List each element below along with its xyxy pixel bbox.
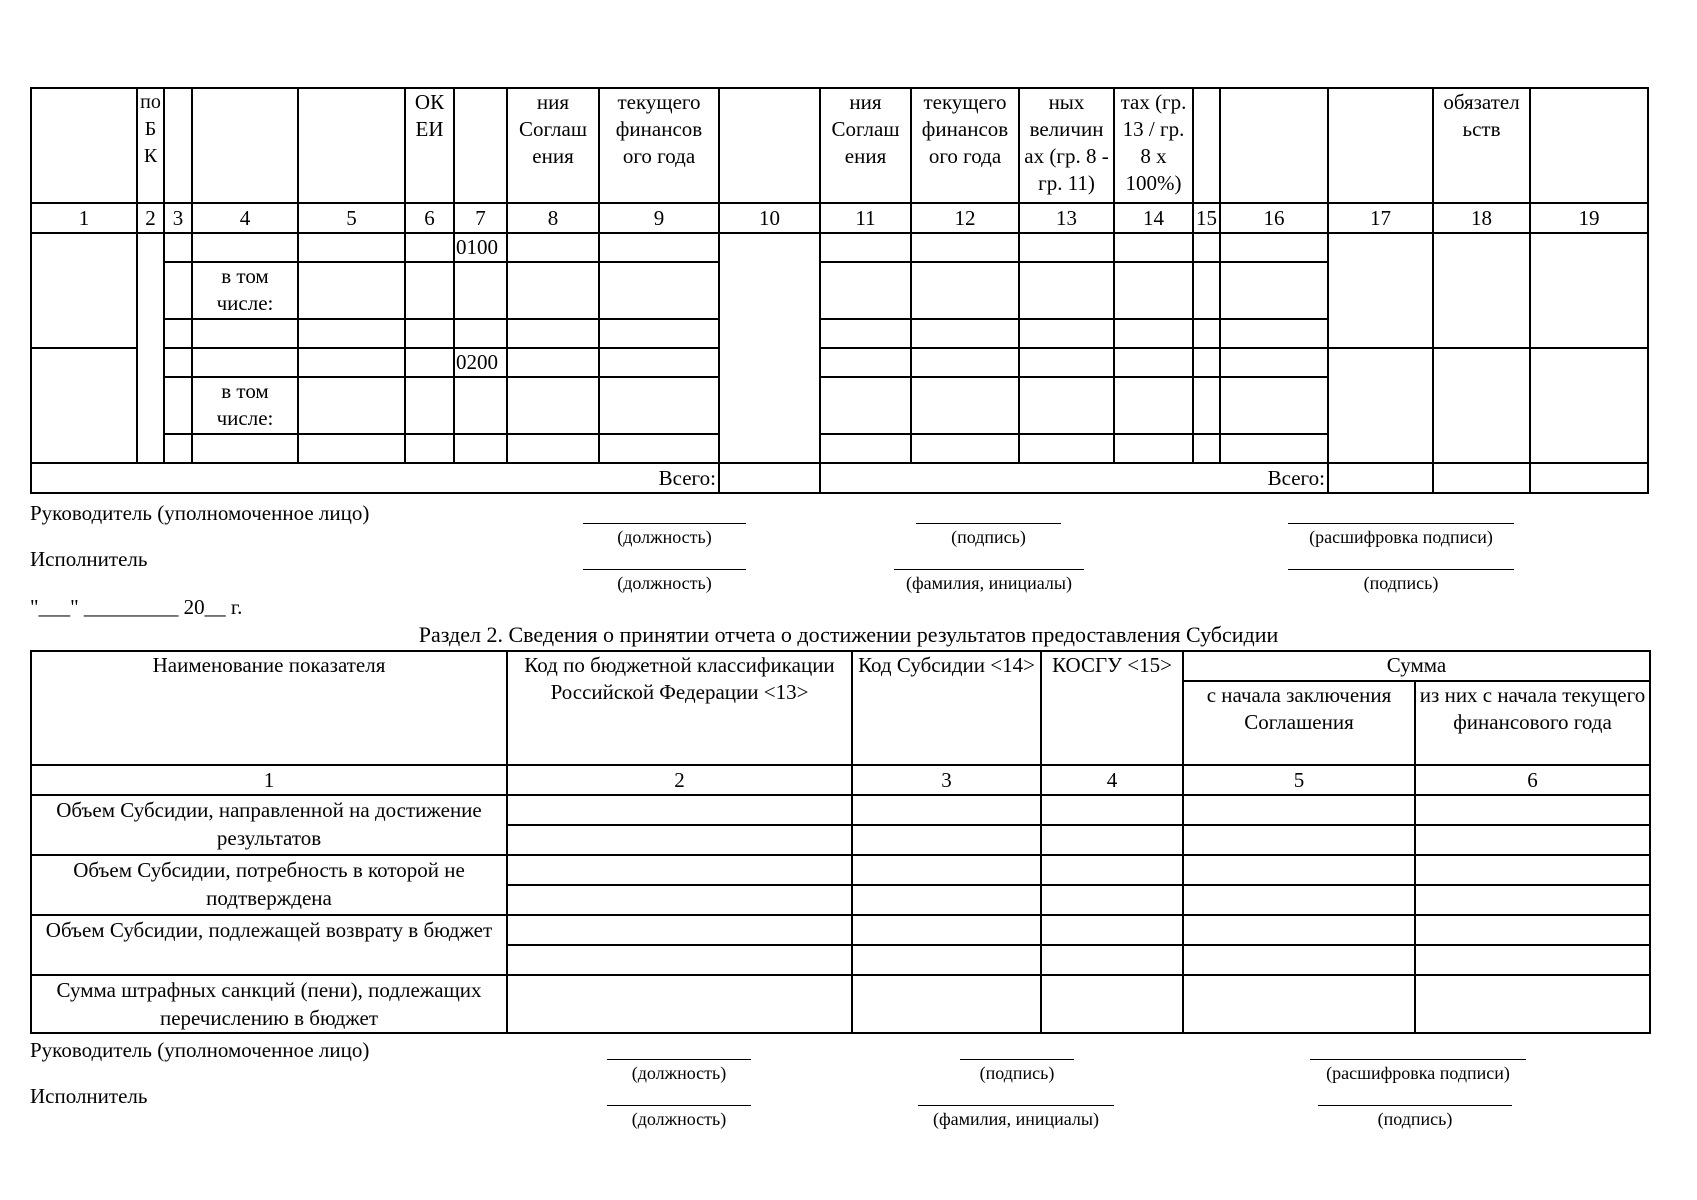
row-code: 0200 (454, 348, 507, 377)
decode-caption: (расшифровка подписи) (1288, 523, 1514, 548)
table-cell (1220, 262, 1328, 319)
col-number: 3 (852, 765, 1041, 795)
table-cell (1415, 855, 1650, 885)
table-cell (164, 377, 192, 434)
table-cell (599, 434, 719, 463)
table-cell (192, 348, 298, 377)
table-cell (507, 348, 599, 377)
row-label: Объем Субсидии, потребность в которой не подтверждена (31, 855, 507, 915)
table-cell (298, 377, 405, 434)
col-number: 7 (454, 203, 507, 233)
col-number: 17 (1328, 203, 1433, 233)
table-cell (507, 825, 852, 855)
col-number: 3 (164, 203, 192, 233)
in-that-number-label: в том числе: (192, 377, 298, 434)
full-name-caption: (фамилия, инициалы) (894, 569, 1084, 594)
table-cell (1183, 855, 1415, 885)
table-cell (719, 463, 820, 493)
table-cell (405, 319, 454, 348)
table-cell (454, 319, 507, 348)
signature-caption: (подпись) (1288, 569, 1514, 594)
col-number: 11 (820, 203, 911, 233)
col-number: 6 (405, 203, 454, 233)
table-cell (164, 348, 192, 377)
col-header: текущего финансов ого года (911, 88, 1019, 203)
full-name-caption: (фамилия, инициалы) (918, 1105, 1114, 1130)
table-cell (298, 262, 405, 319)
col-header: по Б К (137, 88, 164, 203)
header-kosgu: КОСГУ <15> (1041, 651, 1183, 765)
row-label: Сумма штрафных санкций (пени), подлежащих перечислению в бюджет (31, 975, 507, 1033)
table-cell (820, 319, 911, 348)
table-cell (1415, 975, 1650, 1033)
col-header: обязател ьств (1433, 88, 1530, 203)
col-number: 2 (137, 203, 164, 233)
table-cell (31, 348, 137, 463)
table-cell (1183, 975, 1415, 1033)
table-cell (1415, 885, 1650, 915)
table-cell (1114, 348, 1193, 377)
table-cell (192, 319, 298, 348)
col-header (31, 88, 137, 203)
table-cell (405, 262, 454, 319)
table-cell (1220, 377, 1328, 434)
table-cell (137, 233, 164, 463)
col-header (1328, 88, 1433, 203)
table-cell (1193, 377, 1220, 434)
col-number: 9 (599, 203, 719, 233)
table-cell (599, 262, 719, 319)
table-cell (31, 233, 137, 348)
position-caption: (должность) (583, 523, 746, 548)
col-number: 4 (192, 203, 298, 233)
table-cell (852, 795, 1041, 825)
results-table (30, 87, 1649, 494)
table-cell (507, 945, 852, 975)
table-cell (1530, 348, 1648, 463)
table-cell (507, 434, 599, 463)
table-cell (1041, 945, 1183, 975)
table-cell (911, 348, 1019, 377)
table-cell (1041, 975, 1183, 1033)
table-cell (1220, 348, 1328, 377)
col-number: 1 (31, 203, 137, 233)
header-kbk: Код по бюджетной классификации Российской Федерации <13> (507, 651, 852, 765)
table-cell (164, 319, 192, 348)
signature-caption: (подпись) (916, 523, 1061, 548)
table-cell (1019, 348, 1114, 377)
table-cell (1415, 915, 1650, 945)
table-cell (852, 915, 1041, 945)
executor-label: Исполнитель (30, 1084, 148, 1108)
row-label: Объем Субсидии, направленной на достижение результатов (31, 795, 507, 855)
signature-caption: (подпись) (1318, 1105, 1512, 1130)
header-since-year: из них с начала текущего финансового года (1415, 681, 1650, 765)
header-name: Наименование показателя (31, 651, 507, 765)
table-cell (599, 377, 719, 434)
table-cell (192, 233, 298, 262)
table-cell (1114, 233, 1193, 262)
header-subsidy-code: Код Субсидии <14> (852, 651, 1041, 765)
table-cell (852, 825, 1041, 855)
table-cell (454, 262, 507, 319)
table-cell (1415, 945, 1650, 975)
table-cell (1530, 463, 1648, 493)
col-header: ных величин ах (гр. 8 - гр. 11) (1019, 88, 1114, 203)
table-cell (820, 348, 911, 377)
table-cell (1193, 434, 1220, 463)
table-cell (1415, 795, 1650, 825)
table-cell (1183, 795, 1415, 825)
table-cell (298, 348, 405, 377)
table-cell (298, 319, 405, 348)
position-caption: (должность) (607, 1105, 751, 1130)
table-cell (405, 348, 454, 377)
col-header: ния Соглаш ения (820, 88, 911, 203)
table-cell (1041, 915, 1183, 945)
table-cell (454, 434, 507, 463)
table-cell (405, 233, 454, 262)
table-cell (454, 377, 507, 434)
total-label-1: Всего: (31, 463, 719, 493)
table-cell (1193, 319, 1220, 348)
col-header: тах (гр. 13 / гр. 8 x 100%) (1114, 88, 1193, 203)
table-cell (719, 233, 820, 463)
table-cell (164, 434, 192, 463)
table-cell (1220, 233, 1328, 262)
table-cell (1019, 233, 1114, 262)
table-cell (1328, 348, 1433, 463)
col-number: 1 (31, 765, 507, 795)
table-cell (1041, 855, 1183, 885)
table-cell (1433, 233, 1530, 348)
table-cell (1041, 885, 1183, 915)
table-cell (911, 377, 1019, 434)
table-cell (164, 262, 192, 319)
table-cell (1114, 434, 1193, 463)
in-that-number-label: в том числе: (192, 262, 298, 319)
section2-title: Раздел 2. Сведения о принятии отчета о достижении результатов предоставления Субсидии (418, 622, 1279, 647)
table-cell (1041, 795, 1183, 825)
table-cell (820, 434, 911, 463)
table-cell (820, 377, 911, 434)
table-cell (507, 795, 852, 825)
col-number: 13 (1019, 203, 1114, 233)
col-header (719, 88, 820, 203)
table-cell (911, 262, 1019, 319)
col-number: 5 (1183, 765, 1415, 795)
table-cell (507, 377, 599, 434)
table-cell (1019, 434, 1114, 463)
table-cell (1019, 262, 1114, 319)
head-label: Руководитель (уполномоченное лицо) (30, 1038, 370, 1062)
table-cell (298, 434, 405, 463)
col-number: 4 (1041, 765, 1183, 795)
table-cell (1114, 319, 1193, 348)
table-cell (1183, 915, 1415, 945)
table-cell (852, 945, 1041, 975)
table-cell (599, 233, 719, 262)
table-cell (1183, 825, 1415, 855)
date-line: "___" _________ 20__ г. (30, 595, 243, 619)
table-cell (1415, 825, 1650, 855)
col-header (1220, 88, 1328, 203)
table-cell (507, 975, 852, 1033)
table-cell (852, 975, 1041, 1033)
table-cell (1220, 434, 1328, 463)
table-cell (1220, 319, 1328, 348)
table-cell (1183, 945, 1415, 975)
table-cell (1193, 262, 1220, 319)
table-cell (1193, 348, 1220, 377)
col-number: 19 (1530, 203, 1648, 233)
table-cell (911, 233, 1019, 262)
col-header: текущего финансов ого года (599, 88, 719, 203)
col-number: 6 (1415, 765, 1650, 795)
table-cell (164, 233, 192, 262)
table-cell (1328, 233, 1433, 348)
table-cell (507, 233, 599, 262)
table-cell (852, 885, 1041, 915)
header-sum: Сумма (1183, 651, 1650, 681)
col-header (454, 88, 507, 203)
table-cell (1114, 262, 1193, 319)
table-cell (820, 233, 911, 262)
total-label-2: Всего: (820, 463, 1328, 493)
col-number: 14 (1114, 203, 1193, 233)
col-header (298, 88, 405, 203)
head-label: Руководитель (уполномоченное лицо) (30, 501, 370, 525)
header-since-agreement: с начала заключения Соглашения (1183, 681, 1415, 765)
col-header (1530, 88, 1648, 203)
table-cell (1530, 233, 1648, 348)
table-cell (1183, 885, 1415, 915)
table-cell (507, 319, 599, 348)
col-number: 2 (507, 765, 852, 795)
col-number: 18 (1433, 203, 1530, 233)
col-number: 8 (507, 203, 599, 233)
col-number: 16 (1220, 203, 1328, 233)
col-header: ния Соглаш ения (507, 88, 599, 203)
table-cell (1193, 233, 1220, 262)
executor-label: Исполнитель (30, 547, 148, 571)
col-number: 5 (298, 203, 405, 233)
position-caption: (должность) (607, 1059, 751, 1084)
col-header (164, 88, 192, 203)
col-number: 12 (911, 203, 1019, 233)
table-cell (507, 885, 852, 915)
col-number: 15 (1193, 203, 1220, 233)
row-label: Объем Субсидии, подлежащей возврату в бюджет (31, 915, 507, 975)
table-cell (1328, 463, 1433, 493)
col-header: ОК ЕИ (405, 88, 454, 203)
table-cell (405, 434, 454, 463)
section2-table (30, 650, 1651, 1034)
row-code: 0100 (454, 233, 507, 262)
table-cell (599, 319, 719, 348)
col-header (1193, 88, 1220, 203)
table-cell (911, 319, 1019, 348)
table-cell (507, 915, 852, 945)
table-cell (507, 855, 852, 885)
table-cell (1433, 348, 1530, 463)
table-cell (1019, 319, 1114, 348)
col-number: 10 (719, 203, 820, 233)
table-cell (852, 855, 1041, 885)
table-cell (820, 262, 911, 319)
table-cell (192, 434, 298, 463)
position-caption: (должность) (583, 569, 746, 594)
col-header (192, 88, 298, 203)
table-cell (1041, 825, 1183, 855)
table-cell (405, 377, 454, 434)
decode-caption: (расшифровка подписи) (1310, 1059, 1526, 1084)
table-cell (911, 434, 1019, 463)
table-cell (1019, 377, 1114, 434)
table-cell (507, 262, 599, 319)
table-cell (1433, 463, 1530, 493)
table-cell (599, 348, 719, 377)
table-cell (1114, 377, 1193, 434)
signature-caption: (подпись) (960, 1059, 1074, 1084)
table-cell (298, 233, 405, 262)
